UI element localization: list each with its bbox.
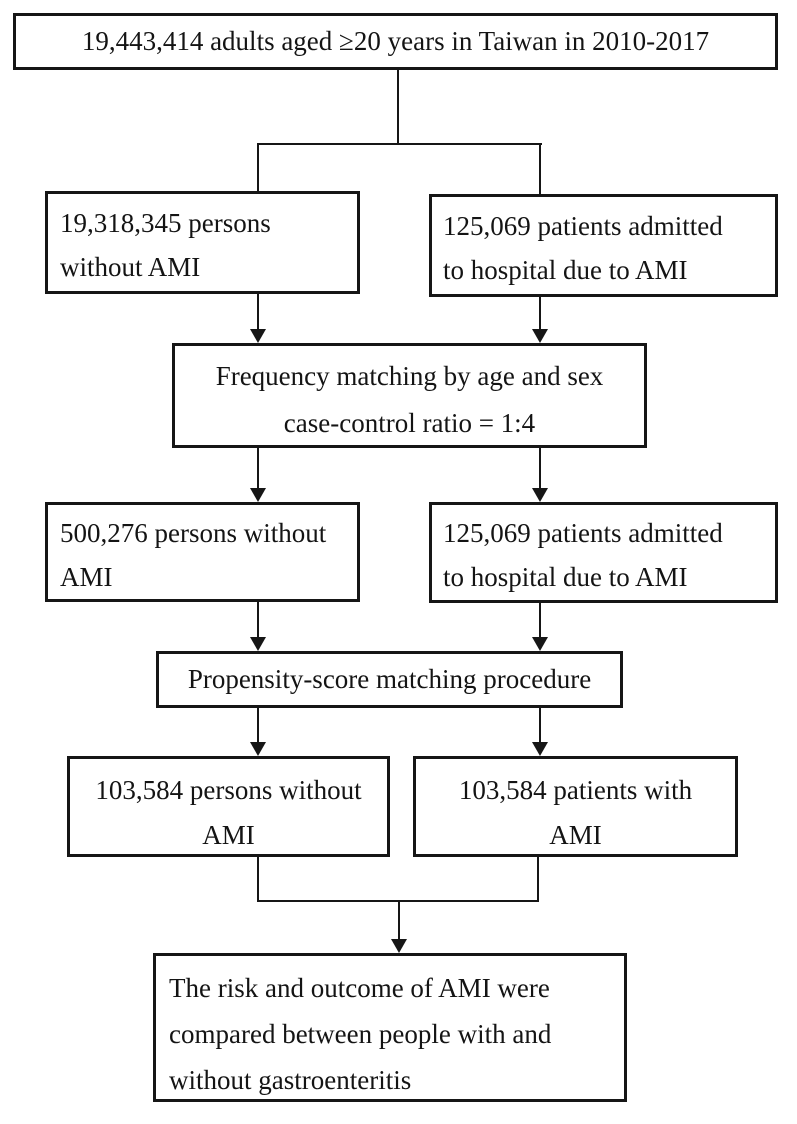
connector-top-vertical	[397, 69, 399, 145]
merge-left-vertical	[257, 857, 259, 902]
arrowhead-left-to-propensity	[250, 637, 266, 651]
arrowhead-left-to-frequency	[250, 329, 266, 343]
box-outcome-line2: compared between people with and	[169, 1019, 552, 1049]
box-without-ami-ps-matched-line2: AMI	[202, 820, 255, 850]
connector-split-horizontal	[257, 143, 542, 145]
box-ami-admitted-initial-line2: to hospital due to AMI	[443, 255, 688, 285]
box-total-population-text: 19,443,414 adults aged ≥20 years in Taiwan in 2010-2017	[81, 26, 710, 56]
connector-split-left-vertical	[257, 143, 259, 192]
arrow-shaft-merge-to-outcome	[398, 900, 400, 939]
box-frequency-matching-line1: Frequency matching by age and sex	[215, 361, 604, 391]
box-without-ami-ps-matched-line1: 103,584 persons without	[95, 775, 362, 805]
arrowhead-right-to-frequency	[532, 329, 548, 343]
box-ami-admitted-initial	[429, 194, 778, 297]
arrow-shaft-left-to-propensity	[257, 602, 259, 637]
arrow-shaft-right-to-propensity	[539, 603, 541, 637]
arrow-shaft-frequency-to-left	[257, 448, 259, 488]
box-total-population	[13, 13, 778, 70]
box-propensity-matching-text: Propensity-score matching procedure	[187, 664, 592, 694]
box-outcome-line1: The risk and outcome of AMI were	[169, 973, 550, 1003]
box-ami-ps-matched-line2: AMI	[549, 820, 602, 850]
arrow-shaft-right-to-frequency	[539, 297, 541, 331]
box-outcome-line3: without gastroenteritis	[169, 1065, 412, 1095]
connector-split-right-vertical	[539, 143, 541, 195]
arrowhead-frequency-to-right	[532, 488, 548, 502]
arrow-shaft-frequency-to-right	[539, 448, 541, 488]
arrowhead-propensity-to-left	[250, 742, 266, 756]
box-ami-ps-matched	[413, 756, 738, 857]
box-ami-ps-matched-line1: 103,584 patients with	[458, 775, 693, 805]
box-ami-admitted-initial-line1: 125,069 patients admitted	[443, 211, 723, 241]
box-frequency-matching	[172, 343, 647, 448]
box-ami-admitted-freq-matched-line2: to hospital due to AMI	[443, 562, 688, 592]
arrow-shaft-propensity-to-left	[257, 708, 259, 742]
box-frequency-matching-line2: case-control ratio = 1:4	[283, 408, 536, 438]
arrow-shaft-propensity-to-right	[539, 708, 541, 742]
arrowhead-frequency-to-left	[250, 488, 266, 502]
arrowhead-propensity-to-right	[532, 742, 548, 756]
arrowhead-right-to-propensity	[532, 637, 548, 651]
box-ami-admitted-freq-matched-line1: 125,069 patients admitted	[443, 518, 723, 548]
arrow-shaft-left-to-frequency	[257, 294, 259, 331]
box-without-ami-initial-line2: without AMI	[60, 252, 201, 282]
box-ami-admitted-freq-matched	[429, 502, 778, 603]
merge-right-vertical	[537, 857, 539, 902]
box-propensity-matching	[156, 651, 623, 708]
box-without-ami-ps-matched	[67, 756, 390, 857]
arrowhead-merge-to-outcome	[391, 939, 407, 953]
box-without-ami-freq-matched-line1: 500,276 persons without	[60, 518, 327, 548]
box-without-ami-freq-matched-line2: AMI	[60, 562, 113, 592]
box-without-ami-initial	[45, 191, 360, 294]
box-without-ami-initial-line1: 19,318,345 persons	[60, 208, 271, 238]
box-without-ami-freq-matched	[45, 502, 360, 602]
box-outcome	[153, 953, 627, 1102]
